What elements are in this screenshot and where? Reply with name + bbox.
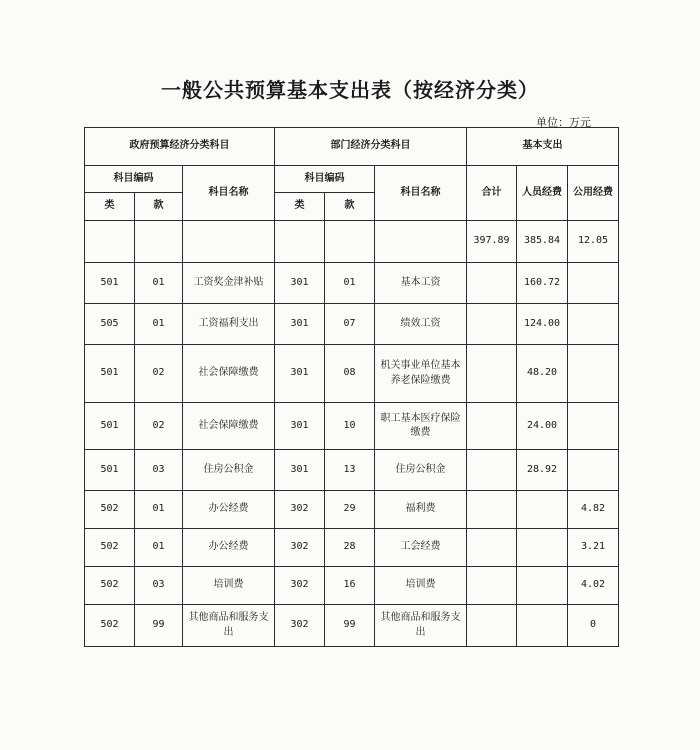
gov-lei-cell: 501: [85, 345, 135, 403]
table-row: [85, 529, 619, 567]
dept-lei-cell: 301: [275, 450, 325, 491]
personnel-cell: 48.20: [517, 345, 568, 403]
gov-lei-cell: 502: [85, 529, 135, 567]
gov-lei-cell: 501: [85, 263, 135, 304]
dept-lei-cell: 302: [275, 529, 325, 567]
public-cell: [568, 450, 619, 491]
page-title: 一般公共预算基本支出表（按经济分类）: [161, 78, 539, 102]
total-cell: [467, 450, 517, 491]
gov-lei-cell: 505: [85, 304, 135, 345]
gov-lei-cell: 501: [85, 450, 135, 491]
gov-name-cell: 其他商品和服务支出: [183, 605, 275, 647]
dept-kuan-cell: 08: [325, 345, 375, 403]
total-cell: [467, 304, 517, 345]
gov-kuan-cell: 03: [135, 567, 183, 605]
summary-personnel: 385.84: [517, 221, 568, 263]
dept-group-header: 部门经济分类科目: [275, 128, 467, 166]
summary-empty-cell: [275, 221, 325, 263]
gov-name-cell: 培训费: [183, 567, 275, 605]
dept-kuan-cell: 07: [325, 304, 375, 345]
gov-kuan-cell: 01: [135, 304, 183, 345]
gov-lei-cell: 502: [85, 567, 135, 605]
table-row: [85, 450, 619, 491]
gov-name-header: 科目名称: [183, 166, 275, 221]
table-row: [85, 403, 619, 450]
summary-empty-cell: [183, 221, 275, 263]
summary-public: 12.05: [568, 221, 619, 263]
gov-lei-cell: 501: [85, 403, 135, 450]
basic-group-header: 基本支出: [467, 128, 619, 166]
gov-kuan-cell: 02: [135, 345, 183, 403]
table-row: [85, 567, 619, 605]
dept-lei-cell: 301: [275, 403, 325, 450]
dept-lei-cell: 301: [275, 304, 325, 345]
summary-empty-cell: [135, 221, 183, 263]
dept-kuan-cell: 99: [325, 605, 375, 647]
dept-kuan-cell: 01: [325, 263, 375, 304]
dept-lei-cell: 301: [275, 263, 325, 304]
dept-name-cell: 绩效工资: [375, 304, 467, 345]
dept-kuan-cell: 10: [325, 403, 375, 450]
dept-lei-cell: 302: [275, 491, 325, 529]
gov-kuan-cell: 02: [135, 403, 183, 450]
dept-name-cell: 培训费: [375, 567, 467, 605]
gov-name-cell: 办公经费: [183, 491, 275, 529]
summary-row: [85, 221, 619, 263]
public-cell: 3.21: [568, 529, 619, 567]
total-header: 合计: [467, 166, 517, 221]
public-cell: 0: [568, 605, 619, 647]
dept-name-cell: 其他商品和服务支出: [375, 605, 467, 647]
gov-kuan-cell: 01: [135, 263, 183, 304]
total-cell: [467, 529, 517, 567]
budget-table: [84, 127, 619, 647]
gov-name-cell: 工资奖金津补贴: [183, 263, 275, 304]
header-row-1: [85, 128, 619, 166]
table-row: [85, 263, 619, 304]
personnel-cell: 24.00: [517, 403, 568, 450]
gov-name-cell: 办公经费: [183, 529, 275, 567]
personnel-cell: 160.72: [517, 263, 568, 304]
public-header: 公用经费: [568, 166, 619, 221]
total-cell: [467, 491, 517, 529]
total-cell: [467, 403, 517, 450]
personnel-cell: [517, 491, 568, 529]
gov-name-cell: 工资福利支出: [183, 304, 275, 345]
personnel-cell: [517, 605, 568, 647]
gov-group-header: 政府预算经济分类科目: [85, 128, 275, 166]
table-row: [85, 345, 619, 403]
public-cell: 4.02: [568, 567, 619, 605]
gov-name-cell: 社会保障缴费: [183, 403, 275, 450]
gov-kuan-cell: 99: [135, 605, 183, 647]
gov-kuan-header: 款: [135, 193, 183, 221]
table-row: [85, 304, 619, 345]
dept-kuan-cell: 16: [325, 567, 375, 605]
dept-lei-cell: 301: [275, 345, 325, 403]
gov-kuan-cell: 03: [135, 450, 183, 491]
gov-name-cell: 住房公积金: [183, 450, 275, 491]
gov-lei-cell: 502: [85, 605, 135, 647]
public-cell: 4.82: [568, 491, 619, 529]
summary-empty-cell: [325, 221, 375, 263]
gov-kuan-cell: 01: [135, 529, 183, 567]
gov-kuan-cell: 01: [135, 491, 183, 529]
table-row: [85, 491, 619, 529]
dept-lei-cell: 302: [275, 605, 325, 647]
gov-code-header: 科目编码: [85, 166, 183, 193]
dept-kuan-header: 款: [325, 193, 375, 221]
public-cell: [568, 345, 619, 403]
public-cell: [568, 263, 619, 304]
dept-name-cell: 基本工资: [375, 263, 467, 304]
personnel-cell: [517, 529, 568, 567]
dept-name-cell: 机关事业单位基本养老保险缴费: [375, 345, 467, 403]
total-cell: [467, 605, 517, 647]
dept-lei-header: 类: [275, 193, 325, 221]
gov-lei-header: 类: [85, 193, 135, 221]
public-cell: [568, 304, 619, 345]
dept-name-cell: 职工基本医疗保险缴费: [375, 403, 467, 450]
gov-lei-cell: 502: [85, 491, 135, 529]
dept-name-cell: 工会经费: [375, 529, 467, 567]
gov-name-cell: 社会保障缴费: [183, 345, 275, 403]
personnel-cell: 124.00: [517, 304, 568, 345]
total-cell: [467, 345, 517, 403]
dept-kuan-cell: 29: [325, 491, 375, 529]
summary-empty-cell: [375, 221, 467, 263]
dept-kuan-cell: 13: [325, 450, 375, 491]
header-row-2: [85, 166, 619, 193]
dept-kuan-cell: 28: [325, 529, 375, 567]
personnel-header: 人员经费: [517, 166, 568, 221]
summary-total: 397.89: [467, 221, 517, 263]
dept-lei-cell: 302: [275, 567, 325, 605]
dept-code-header: 科目编码: [275, 166, 375, 193]
summary-empty-cell: [85, 221, 135, 263]
dept-name-header: 科目名称: [375, 166, 467, 221]
personnel-cell: [517, 567, 568, 605]
dept-name-cell: 住房公积金: [375, 450, 467, 491]
unit-label: 单位：万元: [536, 116, 591, 129]
personnel-cell: 28.92: [517, 450, 568, 491]
table-row: [85, 605, 619, 647]
total-cell: [467, 567, 517, 605]
total-cell: [467, 263, 517, 304]
dept-name-cell: 福利费: [375, 491, 467, 529]
public-cell: [568, 403, 619, 450]
